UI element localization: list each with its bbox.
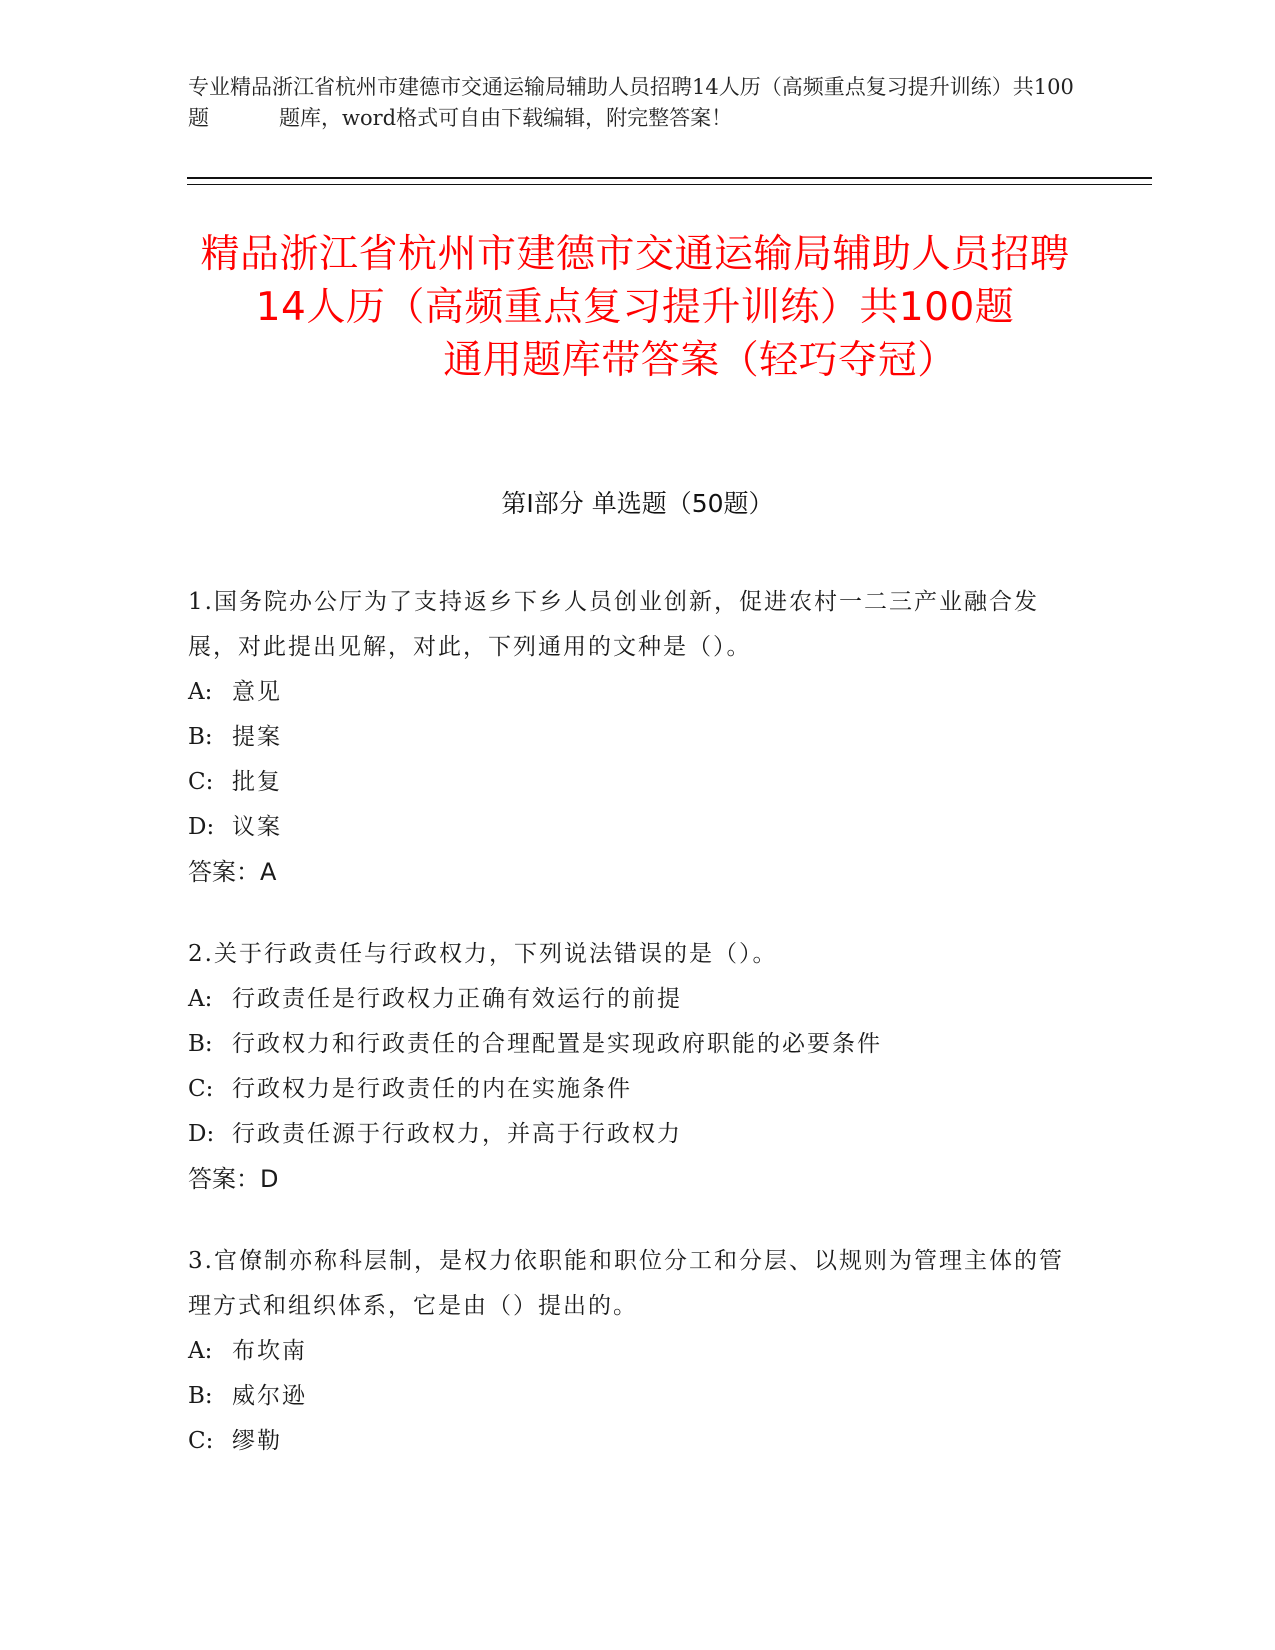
- option-text: 议案: [232, 814, 282, 840]
- option-c: [188, 1419, 1068, 1464]
- question-list: [188, 580, 1068, 1501]
- option-letter: C:: [188, 769, 214, 795]
- option-c: [188, 760, 1068, 805]
- option-text: 布坎南: [232, 1338, 307, 1364]
- option-text: 行政权力和行政责任的合理配置是实现政府职能的必要条件: [232, 1031, 882, 1057]
- question-1: [188, 580, 1068, 895]
- answer-line: 答案：D: [188, 1165, 279, 1193]
- option-letter: D:: [188, 814, 215, 840]
- option-letter: A:: [188, 1338, 213, 1364]
- option-text: 意见: [232, 679, 282, 705]
- option-letter: B:: [188, 724, 213, 750]
- document-title-part1: 精品浙江省杭州市建德市交通运输局辅助人员招聘14人历（高频重点复习提升训练）共100题: [200, 232, 1070, 330]
- option-text: 行政责任是行政权力正确有效运行的前提: [232, 986, 682, 1012]
- header-note: [188, 72, 1078, 134]
- option-a: [188, 1329, 1068, 1374]
- header-note-part1: 专业精品浙江省杭州市建德市交通运输局辅助人员招聘14人历（高频重点复习提升训练）共100题: [188, 75, 1074, 130]
- section-title: 第Ⅰ部分 单选题（50题）: [501, 489, 774, 518]
- option-text: 提案: [232, 724, 282, 750]
- question-text: 1.国务院办公厅为了支持返乡下乡人员创业创新，促进农村一二三产业融合发展，对此提出见解，对此，下列通用的文种是（）。: [188, 589, 1039, 660]
- option-b: [188, 1022, 1068, 1067]
- option-text: 行政权力是行政责任的内在实施条件: [232, 1076, 632, 1102]
- option-a: [188, 670, 1068, 715]
- option-letter: D:: [188, 1121, 215, 1147]
- answer-line: 答案：A: [188, 858, 277, 886]
- header-note-part2: 题库，word格式可自由下载编辑，附完整答案！: [279, 106, 733, 130]
- document-title: [195, 228, 1075, 387]
- document-title-part2: 通用题库带答案（轻巧夺冠）: [443, 338, 957, 383]
- option-d: [188, 805, 1068, 850]
- option-letter: C:: [188, 1076, 214, 1102]
- option-d: [188, 1112, 1068, 1157]
- question-3: [188, 1239, 1068, 1464]
- question-text: 3.官僚制亦称科层制，是权力依职能和职位分工和分层、以规则为管理主体的管理方式和组织体系，它是由（）提出的。: [188, 1248, 1064, 1319]
- option-b: [188, 1374, 1068, 1419]
- option-letter: C:: [188, 1428, 214, 1454]
- option-text: 行政责任源于行政权力，并高于行政权力: [232, 1121, 682, 1147]
- header-divider-thick: [187, 177, 1152, 179]
- option-text: 威尔逊: [232, 1383, 307, 1409]
- header-divider-thin: [187, 184, 1152, 185]
- option-letter: B:: [188, 1031, 213, 1057]
- option-letter: A:: [188, 679, 213, 705]
- option-letter: B:: [188, 1383, 213, 1409]
- option-letter: A:: [188, 986, 213, 1012]
- option-c: [188, 1067, 1068, 1112]
- option-a: [188, 977, 1068, 1022]
- option-b: [188, 715, 1068, 760]
- option-text: 缪勒: [232, 1428, 282, 1454]
- option-text: 批复: [232, 769, 282, 795]
- question-text: 2.关于行政责任与行政权力，下列说法错误的是（）。: [188, 941, 778, 967]
- question-2: [188, 932, 1068, 1202]
